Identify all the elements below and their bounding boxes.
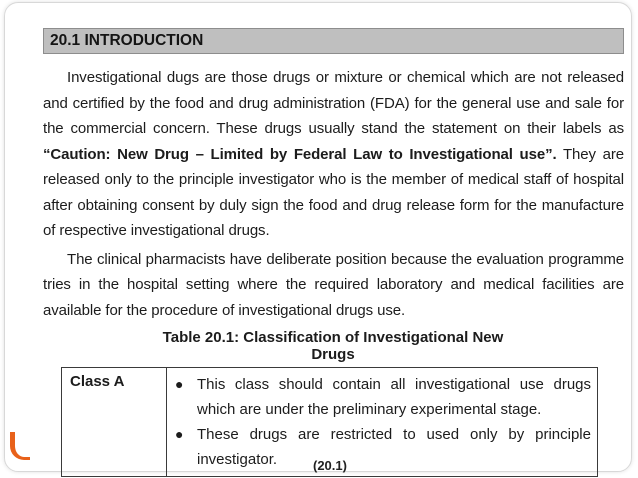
list-item	[175, 372, 591, 422]
intro-text-start: Investigational dugs are those drugs or mixture or chemical which are not released and certified by the food and drug administration (FDA) for the general use and sale for the commercial concern. These drugs usually stand the statement on their labels as	[43, 69, 624, 137]
section-heading: 20.1 INTRODUCTION	[43, 28, 624, 54]
intro-paragraph	[43, 65, 624, 244]
intro-text-end: They are released only to the principle investigator who is the member of medical staff of hospital after obtaining consent by duly sign the food and drug release form for the manufacture of respective investigational drugs.	[43, 145, 624, 239]
bullet-text: These drugs are restricted to used only by principle investigator.	[197, 426, 591, 468]
clinical-pharmacist-paragraph: The clinical pharmacists have deliberate position because the evaluation programme tries in the hospital setting where the required laboratory and medical facilities are available for the procedure of investigational drugs use.	[43, 250, 624, 319]
bullet-icon: ●	[175, 426, 184, 442]
table-title: Table 20.1: Classification of Investigational New Drugs	[162, 329, 504, 363]
bullet-icon: ●	[175, 376, 184, 392]
class-label: Class A	[62, 368, 167, 477]
list-item	[175, 422, 591, 472]
document-page	[43, 28, 624, 473]
page-number: (20.1)	[313, 458, 347, 473]
bullet-text: This class should contain all investigational use drugs which are under the preliminary experimental stage.	[197, 376, 591, 418]
class-description	[167, 368, 598, 477]
corner-accent-decoration	[10, 432, 30, 460]
caution-statement: “Caution: New Drug – Limited by Federal Law to Investigational use”.	[43, 145, 557, 163]
